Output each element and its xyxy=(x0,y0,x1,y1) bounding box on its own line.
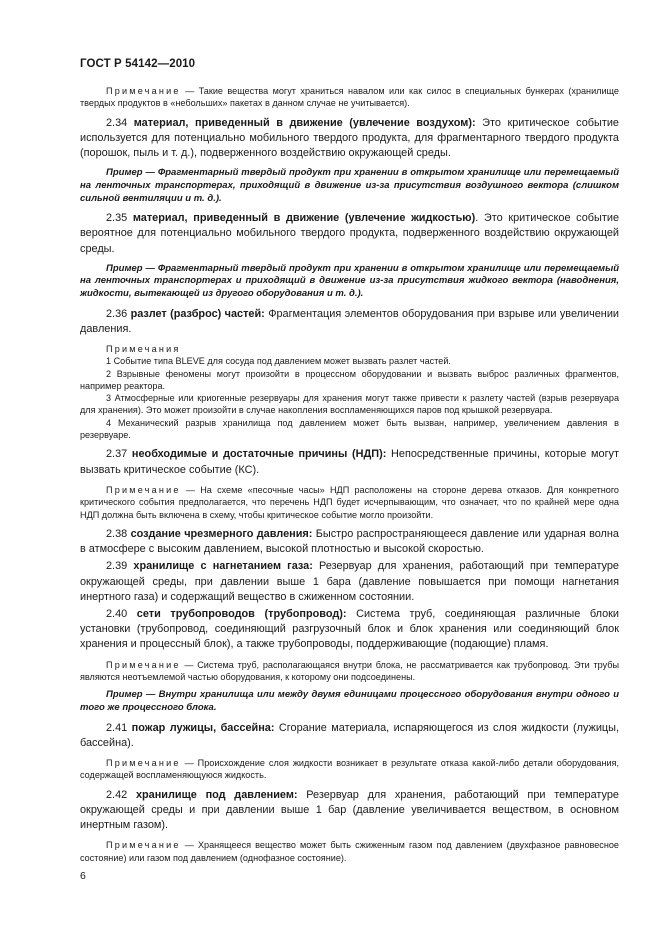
definition-text: Фрагментация элементов оборудования при взрыве или увеличении давления. xyxy=(80,307,619,335)
clause-number: 2.36 xyxy=(106,307,131,320)
term: разлет (разброс) частей: xyxy=(130,307,265,320)
definition-text: Это критическое событие используется для потенциально мобильного твердого продукта, для фрагментарного твердого продукта (порошок, пыль и т. д.), подверженного воздействию окружающей среды. xyxy=(80,116,619,160)
definition-2-38 xyxy=(80,527,619,557)
term: материал, приведенный в движение (увлечение воздухом): xyxy=(133,116,476,129)
clause-number: 2.34 xyxy=(106,116,134,129)
term: создание чрезмерного давления: xyxy=(130,528,313,540)
note-text: — Система труб, располагающаяся внутри блока, не рассматривается как трубопровод. Эти трубы являются неотъемлемой частью оборудования, к которому они подсоединены. xyxy=(80,659,619,683)
note-label: Примечание xyxy=(106,758,181,769)
note-label: Примечание xyxy=(106,86,181,96)
note-item: 4 Механический разрыв хранилища под давлением может быть вызван, например, увеличением давления в резервуаре. xyxy=(80,417,619,441)
clause-number: 2.38 xyxy=(106,528,131,540)
notes-label: Примечания xyxy=(106,344,181,354)
term: материал, приведенный в движение (увлечение жидкостью) xyxy=(132,212,476,225)
definition-2-37 xyxy=(80,447,619,477)
clause-number: 2.39 xyxy=(106,560,134,573)
definition-2-35 xyxy=(80,211,619,257)
term: хранилище с нагнетанием газа: xyxy=(133,560,313,573)
clause-number: 2.37 xyxy=(106,448,132,461)
definition-2-34 xyxy=(80,116,619,162)
note-text: — На схеме «песочные часы» НДП расположены на стороне дерева отказов. Для конкретного критического события предполагается, что перечень НДП будет исчерпывающим, что означает, что по крайней мере одна НДП должна быть включена в схему, чтобы критическое событие могло произойти. xyxy=(80,484,619,520)
definition-text: Сгорание материала, испаряющегося из слоя жидкости (лужицы, бассейна). xyxy=(80,721,619,749)
definition-2-40 xyxy=(80,607,619,653)
note-text: — Такие вещества могут храниться навалом или как силос в специальных бункерах (хранилище твердых продуктов в «небольших» пакетах в данном случае не учитывается). xyxy=(80,86,619,109)
note-item: 2 Взрывные феномены могут произойти в процессном оборудовании и вызвать выброс различных фрагментов, например реактора. xyxy=(80,368,619,391)
term: пожар лужицы, бассейна: xyxy=(131,721,275,734)
definition-text: Резервуар для хранения, работающий при температуре окружающей среды и при давлении выше 1 бар (давление увеличивается веществом, в основном инертным газом). xyxy=(80,788,619,832)
clause-number: 2.41 xyxy=(106,721,132,734)
note-text: — Происхождение слоя жидкости возникает в результате отказа какой-либо детали оборудования, содержащей воспламеняющуюся жидкость. xyxy=(80,758,619,781)
definition-2-39 xyxy=(80,559,619,605)
example-air-vector: Пример — Фрагментарный твердый продукт при хранении в открытом хранилище или перемещаемый на ленточных транспортерах, приходящий в движение из-за присутствия воздушного вектора (слишком сильной вентиляции и т. д.). xyxy=(80,167,619,204)
note-label: Примечание xyxy=(106,484,181,495)
definition-text: Быстро распространяющееся давление или ударная волна в атмосфере с высоким давлением, высокой плотностью и высокой скоростью. xyxy=(80,528,619,556)
definition-text: . Это критическое событие вероятное для потенциально мобильного твердого продукта, подверженного воздействию окружающей среды. xyxy=(80,212,619,255)
definition-2-42 xyxy=(80,788,619,834)
term: сети трубопроводов (трубопровод): xyxy=(136,608,347,621)
notes-2-36 xyxy=(80,343,619,441)
note-item: 3 Атмосферные или криогенные резервуары для хранения могут также привести к разлету частей (взрыв резервуара для хранения). Это может произойти в случае накопления воспламеняющихся паров под крышкой резервуара. xyxy=(80,393,619,416)
definition-2-36 xyxy=(80,307,619,337)
note-label: Примечание xyxy=(106,840,181,851)
clause-number: 2.40 xyxy=(106,608,137,621)
page-number: 6 xyxy=(80,870,86,882)
note-bulk-storage xyxy=(80,85,619,110)
term: хранилище под давлением: xyxy=(135,788,298,801)
definition-text: Непосредственные причины, которые могут вызвать критическое событие (КС). xyxy=(80,448,619,476)
note-2-42 xyxy=(80,839,619,864)
example-liquid-vector: Пример — Фрагментарный твердый продукт при хранении в открытом хранилище или перемещаемый на ленточных транспортерах и приходящий в движение из-за присутствия жидкого вектора (наводнения, жидкости, вытекающей из другого оборудования и т. д.). xyxy=(80,262,619,299)
definition-2-41 xyxy=(80,721,619,751)
note-label: Примечание xyxy=(106,659,181,670)
note-2-37 xyxy=(80,484,619,521)
note-item: 1 Событие типа BLEVE для сосуда под давлением может вызвать разлет частей. xyxy=(106,356,451,367)
example-pipes: Пример — Внутри хранилища или между двумя единицами процессного оборудования внутри одного и того же процессного блока. xyxy=(80,689,619,714)
note-2-40 xyxy=(80,659,619,684)
definition-text: Резервуар для хранения, работающий при температуре окружающей среды, при давлении выше 1 бара (давление повышается при помощи нагнетания инертного газа) и содержащий вещество в сжиженном состоянии. xyxy=(80,560,619,603)
definition-text: Система труб, соединяющая различные блоки установки (трубопровод, соединяющий разгрузочный блок и блок хранения или соединяющий блок хранения и процессный блок), а также трубопроводы, поддерживающие (подающие) пламя. xyxy=(80,608,619,651)
document-header: ГОСТ Р 54142—2010 xyxy=(80,58,196,70)
note-2-41 xyxy=(80,757,619,782)
clause-number: 2.35 xyxy=(106,212,133,225)
term: необходимые и достаточные причины (НДП): xyxy=(131,448,387,461)
clause-number: 2.42 xyxy=(106,788,136,801)
note-text: — Хранящееся вещество может быть сжиженным газом под давлением (двухфазное равновесное состояние) или газом под давлением (однофазное состояние). xyxy=(80,840,619,863)
